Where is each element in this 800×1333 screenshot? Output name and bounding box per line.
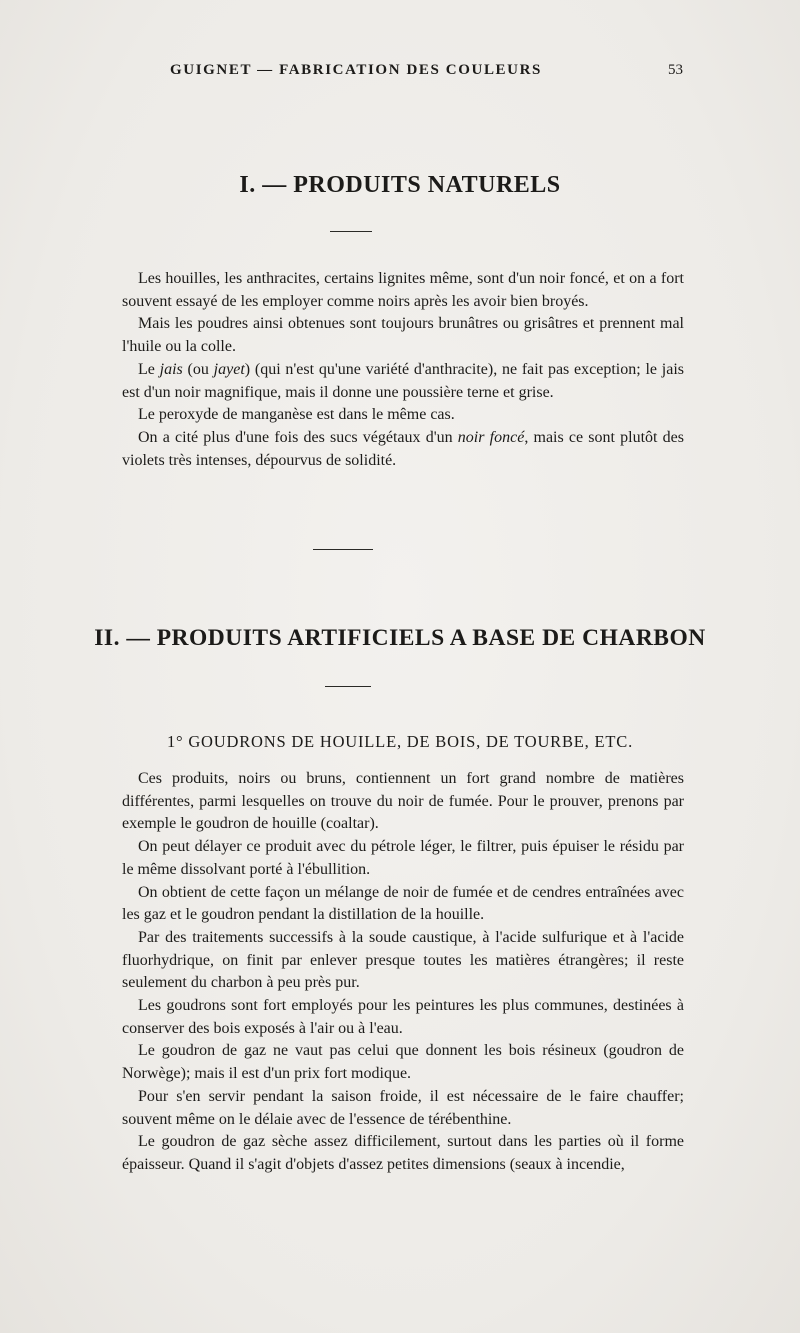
paragraph: On obtient de cette façon un mélange de noir de fumée et de cendres entraînées avec les gaz et le goudron pendant la distillation de la houille. xyxy=(122,883,684,924)
section-rule xyxy=(330,231,372,232)
text-run: (ou xyxy=(182,360,214,378)
section1-body xyxy=(122,268,684,472)
paragraph: Par des traitements successifs à la soude caustique, à l'acide sulfurique et à l'acide fluorhydrique, on finit par enlever presque toutes les matières étrangères; il reste seulement du charbon à peu près pur. xyxy=(122,928,684,992)
subheading-goudrons: 1° GOUDRONS DE HOUILLE, DE BOIS, DE TOURBE, ETC. xyxy=(166,732,634,751)
text-run: ) (qui n'est qu'une variété d'anthracite), ne fait pas exception; le jais est d'un noir magnifique, mais il donne une poussière terne et grise. xyxy=(122,360,685,401)
section-rule xyxy=(313,549,373,550)
italic-term: noir foncé xyxy=(457,428,525,446)
paragraph: Le peroxyde de manganèse est dans le même cas. xyxy=(138,406,455,424)
section-rule xyxy=(325,686,371,687)
paragraph: Pour s'en servir pendant la saison froide, il est nécessaire de le faire chauffer; souvent même on le délaie avec de l'essence de térébenthine. xyxy=(122,1087,684,1128)
running-title: GUIGNET — FABRICATION DES COULEURS xyxy=(170,62,542,78)
running-head xyxy=(0,62,800,84)
text-run: , mais ce sont plutôt des violets très intenses, dépourvus de solidité. xyxy=(122,428,685,469)
text-run: Le xyxy=(138,360,160,378)
section2-body xyxy=(122,768,684,1177)
italic-term: jayet xyxy=(213,360,245,378)
paragraph: Mais les poudres ainsi obtenues sont toujours brunâtres ou grisâtres et prennent mal l'huile ou la colle. xyxy=(122,315,684,356)
paragraph: Les goudrons sont fort employés pour les peintures les plus communes, destinées à conserver des bois exposés à l'air ou à l'eau. xyxy=(122,997,684,1037)
paragraph: Les houilles, les anthracites, certains lignites même, sont d'un noir foncé, et on a fort souvent essayé de les employer comme noirs après les avoir bien broyés. xyxy=(122,270,684,310)
paragraph: Le goudron de gaz sèche assez difficilement, surtout dans les parties où il forme épaisseur. Quand il s'agit d'objets d'assez petites dimensions (seaux à incendie, xyxy=(122,1133,684,1173)
section-heading-produits-artificiels: II. — PRODUITS ARTIFICIELS A BASE DE CHARBON xyxy=(94,625,706,651)
paragraph-sucs xyxy=(122,427,684,472)
paragraph: Le goudron de gaz ne vaut pas celui que donnent les bois résineux (goudron de Norwège); mais il est d'un prix fort modique. xyxy=(122,1042,684,1083)
section-heading-produits-naturels: I. — PRODUITS NATURELS xyxy=(239,172,561,198)
italic-term: jais xyxy=(159,360,183,378)
text-run: On a cité plus d'une fois des sucs végétaux d'un xyxy=(138,428,458,446)
page-number: 53 xyxy=(668,62,683,78)
paragraph: On peut délayer ce produit avec du pétrole léger, le filtrer, puis épuiser le résidu par le même dissolvant porté à l'ébullition. xyxy=(122,838,684,878)
paragraph-jais xyxy=(122,359,684,404)
paragraph: Ces produits, noirs ou bruns, contiennent un fort grand nombre de matières différentes, parmi lesquelles on trouve du noir de fumée. Pour le prouver, prenons par exemple le goudron de houille (coaltar). xyxy=(122,770,684,833)
